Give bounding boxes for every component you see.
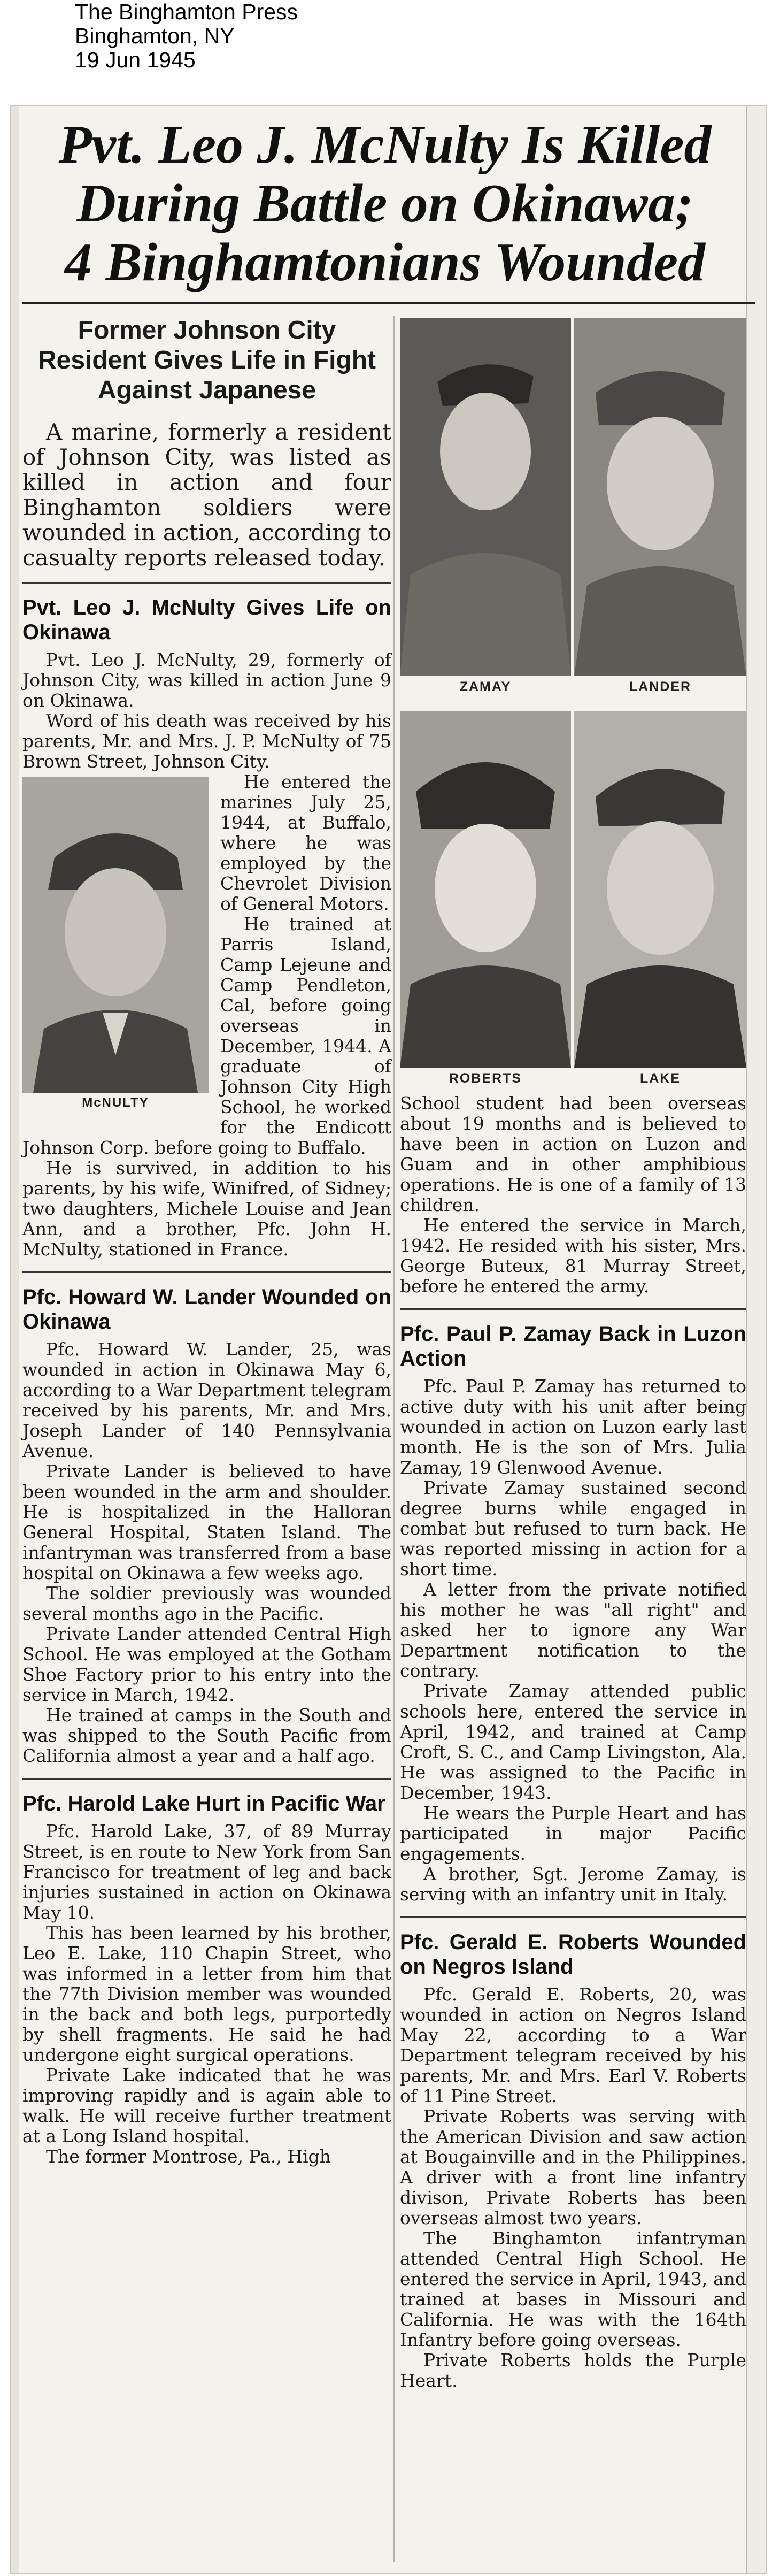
lander-caption: LANDER <box>629 679 692 694</box>
mcnulty-heading: Pvt. Leo J. McNulty Gives Life on Okinawa <box>22 596 391 644</box>
lake-paragraph: School student had been overseas about 19 months and is believed to have been in action on Luzon and Guam and in other amphibious operations. He is one of a family of 13 children. <box>400 1093 746 1215</box>
mcnulty-caption: McNULTY <box>82 1095 149 1110</box>
section-divider <box>400 1916 746 1918</box>
lake-paragraph: Private Lake indicated that he was improving rapidly and is again able to walk. He will receive further treatment at a Long Island hospital. <box>22 2065 391 2146</box>
lander-paragraph: Private Lander attended Central High School. He was employed at the Gotham Shoe Factory prior to his entry into the service in March, 1942. <box>22 1623 391 1705</box>
right-column <box>400 1093 746 2391</box>
lake-heading: Pfc. Harold Lake Hurt in Pacific War <box>22 1792 385 1815</box>
zamay-paragraph: Private Zamay sustained second degree burns while engaged in combat but refused to turn back. He was reported missing in action for a short time. <box>400 1477 746 1580</box>
roberts-heading: Pfc. Gerald E. Roberts Wounded on Negros Island <box>400 1930 746 1979</box>
headline-line-2: During Battle on Okinawa; <box>76 173 693 234</box>
lander-heading: Pfc. Howard W. Lander Wounded on Okinawa <box>22 1285 391 1333</box>
deck-headline: Former Johnson City Resident Gives Life in Fight Against Japanese <box>37 316 376 404</box>
clipping-source <box>75 0 298 72</box>
lander-paragraph: The soldier previously was wounded several months ago in the Pacific. <box>22 1583 391 1624</box>
lake-caption: LAKE <box>639 1071 681 1086</box>
lake-paragraph: This has been learned by his brother, Leo E. Lake, 110 Chapin Street, who was informed in a letter from him that the 77th Division member was wounded in the back and both legs, purportedly by shell fragments. He said he had undergone eight surgical operations. <box>22 1922 391 2065</box>
lake-paragraph: The former Montrose, Pa., High <box>46 2146 331 2167</box>
section-divider <box>22 1778 391 1780</box>
roberts-paragraph: The Binghamton infantryman attended Central High School. He entered the service in April, 1943, and trained at bases in Missouri and California. He was with the 164th Infantry before going overseas. <box>400 2228 746 2350</box>
newspaper-clipping <box>10 105 767 2574</box>
mcnulty-paragraph: He entered the marines July 25, 1944, at Buffalo, where he was employed by the Chevrolet Division of General Motors. <box>220 771 391 914</box>
zamay-paragraph: A letter from the private notified his mother he was "all right" and asked her to ignore any War Department notification to the contrary. <box>400 1579 746 1681</box>
mcnulty-paragraph: Word of his death was received by his parents, Mr. and Mrs. J. P. McNulty of 75 Brown Street, Johnson City. <box>22 710 391 772</box>
zamay-paragraph: A brother, Sgt. Jerome Zamay, is serving with an infantry unit in Italy. <box>400 1864 746 1905</box>
newspaper-name: The Binghamton Press <box>75 0 298 24</box>
headline-rule <box>22 302 755 304</box>
roberts-photo <box>400 711 571 1068</box>
headline-line-3: 4 Binghamtonians Wounded <box>64 232 705 293</box>
roberts-caption: ROBERTS <box>449 1071 522 1086</box>
roberts-paragraph: Private Roberts holds the Purple Heart. <box>400 2350 746 2391</box>
newspaper-place: Binghamton, NY <box>75 24 235 48</box>
lander-paragraph: Private Lander is believed to have been wounded in the arm and shoulder. He is hospitalized in the Halloran General Hospital, Staten Island. The infantryman was transferred from a base hospital on Okinawa a few weeks ago. <box>22 1461 391 1583</box>
headline <box>27 116 743 292</box>
mcnulty-paragraph: He trained at Parris Island, Camp Lejeune and Camp Pendleton, Cal, before going overseas in December, 1944. A graduate of Johnson City High School, he worked for the Endicott Johnson Corp. before going to Buffalo. <box>22 914 391 1158</box>
newspaper-date: 19 Jun 1945 <box>75 48 196 72</box>
zamay-photo <box>400 318 571 676</box>
section-divider <box>22 582 391 584</box>
lander-paragraph: He trained at camps in the South and was shipped to the South Pacific from California almost a year and a half ago. <box>22 1705 391 1766</box>
headline-line-1: Pvt. Leo J. McNulty Is Killed <box>58 114 712 175</box>
lander-photo <box>574 318 746 676</box>
lake-photo <box>574 711 746 1068</box>
section-divider <box>400 1308 746 1310</box>
zamay-paragraph: Private Zamay attended public schools here, entered the service in April, 1942, and trained at Camp Croft, S. C., and Camp Livingston, Ala. He was assigned to the Pacific in December, 1943. <box>400 1681 746 1803</box>
lander-paragraph: Pfc. Howard W. Lander, 25, was wounded in action in Okinawa May 6, according to a War Department telegram received by his parents, Mr. and Mrs. Joseph Lander of 140 Pennsylvania Avenue. <box>22 1339 391 1461</box>
lake-paragraph: He entered the service in March, 1942. He resided with his sister, Mrs. George Buteux, 81 Murray Street, before he entered the army. <box>400 1215 746 1297</box>
column-divider <box>393 316 395 2562</box>
zamay-paragraph: He wears the Purple Heart and has participated in major Pacific engagements. <box>400 1803 746 1864</box>
left-margin-strip <box>11 106 19 2573</box>
section-divider <box>22 1271 391 1273</box>
zamay-heading: Pfc. Paul P. Zamay Back in Luzon Action <box>400 1322 746 1370</box>
zamay-paragraph: Pfc. Paul P. Zamay has returned to active duty with his unit after being wounded in action on Luzon early last month. He is the son of Mrs. Julia Zamay, 19 Glenwood Avenue. <box>400 1376 746 1478</box>
roberts-paragraph: Pfc. Gerald E. Roberts, 20, was wounded in action on Negros Island May 22, according to a War Department telegram received by his parents, Mr. and Mrs. Earl V. Roberts of 11 Pine Street. <box>400 1984 746 2106</box>
lead-paragraph: A marine, formerly a resident of Johnson City, was listed as killed in action and four Binghamton soldiers were wounded in action, according to casualty reports released today. <box>22 419 391 571</box>
mcnulty-photo <box>22 777 209 1113</box>
left-column <box>22 316 391 2167</box>
adjacent-column-strip <box>746 106 766 2573</box>
roberts-paragraph: Private Roberts was serving with the American Division and saw action at Bougainville and in the Philippines. A driver with a front line infantry divison, Private Roberts has been overseas almost two years. <box>400 2106 746 2228</box>
zamay-caption: ZAMAY <box>459 679 512 694</box>
lake-paragraph: Pfc. Harold Lake, 37, of 89 Murray Street, is en route to New York from San Francisco for treatment of leg and back injuries sustained in action on Okinawa May 10. <box>22 1821 391 1923</box>
mcnulty-portrait-image <box>22 777 209 1093</box>
mcnulty-paragraph: He is survived, in addition to his parents, by his wife, Winifred, of Sidney; two daughters, Michele Louise and Jean Ann, and a brother, Pfc. John H. McNulty, stationed in France. <box>22 1157 391 1260</box>
mcnulty-paragraph: Pvt. Leo J. McNulty, 29, formerly of Johnson City, was killed in action June 9 on Okinawa. <box>22 649 391 711</box>
